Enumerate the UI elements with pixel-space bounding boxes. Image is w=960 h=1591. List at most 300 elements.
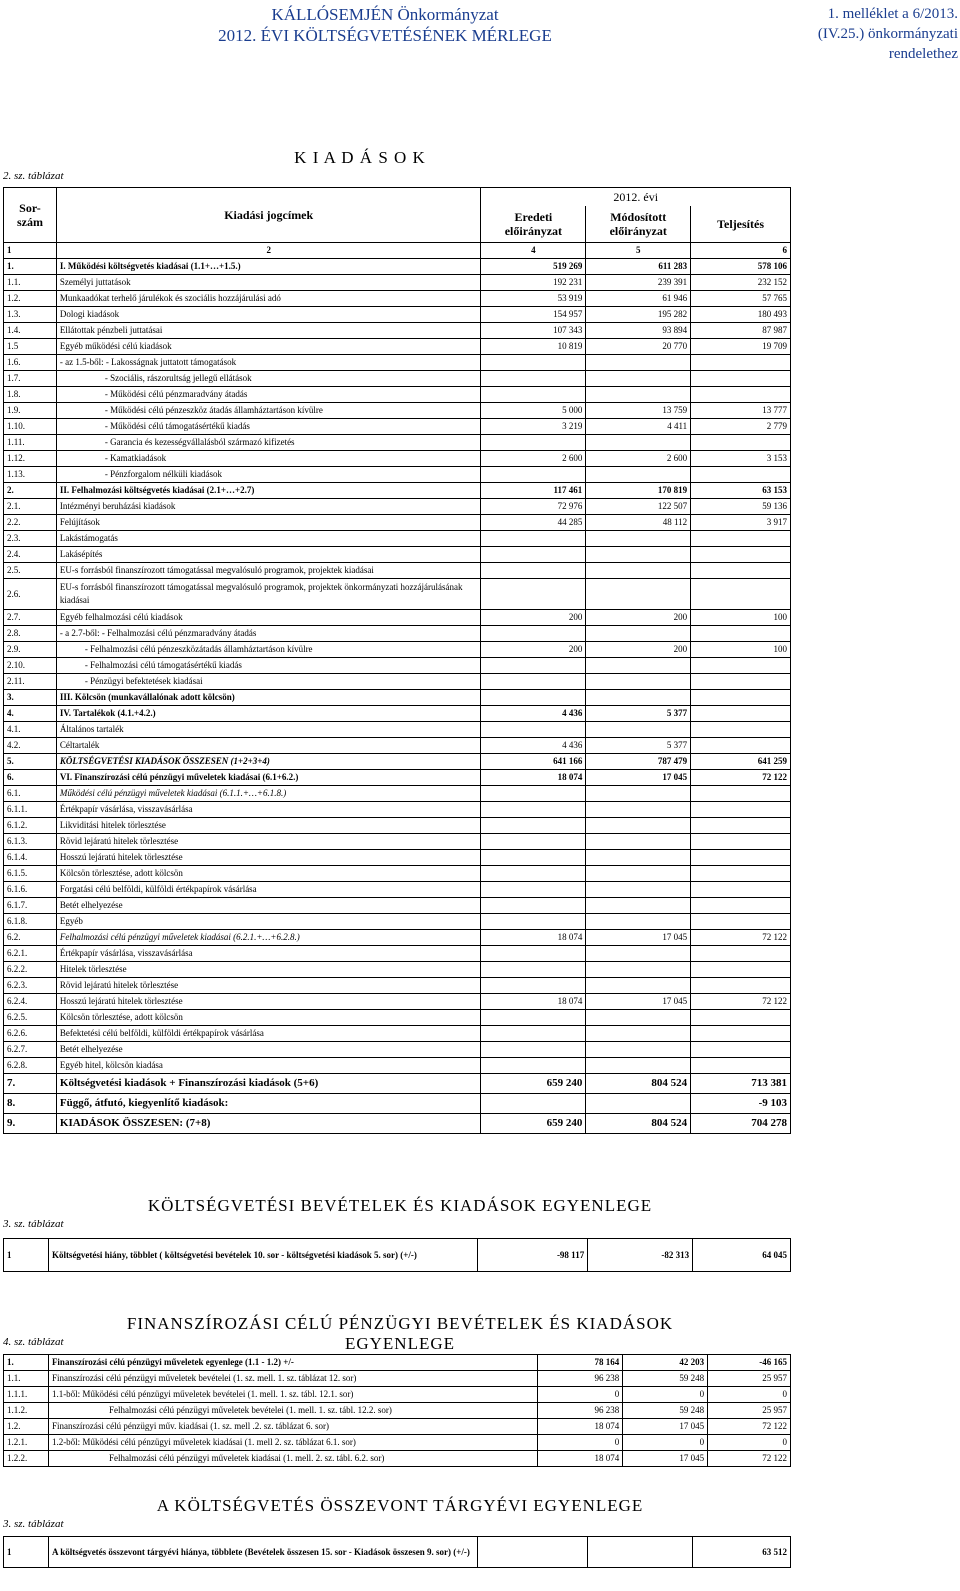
value-teljesites xyxy=(691,706,791,722)
annex-line-2: (IV.25.) önkormányzati xyxy=(817,26,958,42)
row-name: Egyéb működési célú kiadások xyxy=(56,339,481,355)
section-title-balance-1: KÖLTSÉGVETÉSI BEVÉTELEK ÉS KIADÁSOK EGYENLEGE xyxy=(147,1196,653,1215)
row-name: Forgatási célú belföldi, külföldi értékpapírok vásárlása xyxy=(56,882,481,898)
row-name: - Működési célú pénzeszköz átadás államháztartáson kívülre xyxy=(56,403,481,419)
row-name: III. Kölcsön (munkavállalónak adott kölcsön) xyxy=(56,690,481,706)
value-modositott: 17 045 xyxy=(586,994,691,1010)
value-eredeti: 659 240 xyxy=(481,1074,586,1094)
value-teljesites: 72 122 xyxy=(708,1419,791,1435)
row-name: Hosszú lejáratú hitelek törlesztése xyxy=(56,994,481,1010)
col-number: 2 xyxy=(56,243,481,259)
value-modositott xyxy=(586,690,691,706)
value-teljesites: -9 103 xyxy=(691,1094,791,1114)
row-number: 1.12. xyxy=(4,451,57,467)
value-eredeti: -98 117 xyxy=(478,1239,588,1272)
value-teljesites: 3 153 xyxy=(691,451,791,467)
value-eredeti: 3 219 xyxy=(481,419,586,435)
row-name: KÖLTSÉGVETÉSI KIADÁSOK ÖSSZESEN (1+2+3+4) xyxy=(56,754,481,770)
value-modositott: 122 507 xyxy=(586,499,691,515)
row-name: Egyéb felhalmozási célú kiadások xyxy=(56,610,481,626)
value-teljesites xyxy=(691,722,791,738)
value-teljesites xyxy=(691,1026,791,1042)
value-eredeti: 117 461 xyxy=(481,483,586,499)
table-row xyxy=(4,994,791,1010)
value-teljesites xyxy=(691,547,791,563)
row-number: 1.3. xyxy=(4,307,57,323)
value-eredeti xyxy=(481,802,586,818)
row-name: VI. Finanszírozási célú pénzügyi műveletek kiadásai (6.1+6.2.) xyxy=(56,770,481,786)
row-number: 1.5 xyxy=(4,339,57,355)
value-modositott: 59 248 xyxy=(623,1371,708,1387)
table-label-3: 3. sz. táblázat xyxy=(3,1218,64,1230)
value-modositott xyxy=(586,850,691,866)
value-eredeti: 78 164 xyxy=(538,1355,623,1371)
row-name: Függő, átfutó, kiegyenlítő kiadások: xyxy=(56,1094,481,1114)
row-name: Finanszírozási célú pénzügyi műv. kiadásai (1. sz. mell .2. sz. táblázat 6. sor) xyxy=(48,1419,538,1435)
value-modositott xyxy=(586,467,691,483)
table-row xyxy=(4,658,791,674)
consolidated-balance-table xyxy=(3,1536,791,1568)
row-number: 9. xyxy=(4,1114,57,1134)
table-row xyxy=(4,626,791,642)
value-modositott xyxy=(586,818,691,834)
table-row xyxy=(4,1058,791,1074)
row-number: 6.1.4. xyxy=(4,850,57,866)
row-number: 2. xyxy=(4,483,57,499)
table-row xyxy=(4,930,791,946)
value-teljesites xyxy=(691,818,791,834)
row-number: 6.1.1. xyxy=(4,802,57,818)
value-eredeti xyxy=(481,658,586,674)
row-name: Ellátottak pénzbeli juttatásai xyxy=(56,323,481,339)
value-modositott xyxy=(586,658,691,674)
table-row xyxy=(4,531,791,547)
row-name: - Működési célú támogatásértékű kiadás xyxy=(56,419,481,435)
value-modositott: 42 203 xyxy=(623,1355,708,1371)
value-teljesites xyxy=(691,1010,791,1026)
value-eredeti: 107 343 xyxy=(481,323,586,339)
table-row xyxy=(4,483,791,499)
value-modositott: 804 524 xyxy=(586,1074,691,1094)
table-row xyxy=(4,371,791,387)
value-eredeti xyxy=(481,435,586,451)
value-modositott: 13 759 xyxy=(586,403,691,419)
value-teljesites xyxy=(691,946,791,962)
value-eredeti xyxy=(481,946,586,962)
row-number: 8. xyxy=(4,1094,57,1114)
row-number: 6.1.7. xyxy=(4,898,57,914)
value-teljesites xyxy=(691,626,791,642)
table-row xyxy=(4,786,791,802)
value-eredeti: 96 238 xyxy=(538,1403,623,1419)
value-teljesites xyxy=(691,738,791,754)
value-eredeti xyxy=(481,1094,586,1114)
value-eredeti xyxy=(481,818,586,834)
row-name: Finanszírozási célú pénzügyi műveletek egyenlege (1.1 - 1.2) +/- xyxy=(48,1355,538,1371)
value-modositott xyxy=(586,1026,691,1042)
value-eredeti xyxy=(478,1537,588,1568)
table-row xyxy=(4,690,791,706)
value-teljesites xyxy=(691,898,791,914)
value-modositott xyxy=(586,1058,691,1074)
col-number: 1 xyxy=(4,243,57,259)
row-number: 2.2. xyxy=(4,515,57,531)
financing-balance-table xyxy=(3,1354,791,1467)
row-number: 2.7. xyxy=(4,610,57,626)
table-row xyxy=(4,1239,791,1272)
row-name: Hosszú lejáratú hitelek törlesztése xyxy=(56,850,481,866)
title-line-1: KÁLLÓSEMJÉN Önkormányzat xyxy=(271,5,499,24)
value-eredeti: 44 285 xyxy=(481,515,586,531)
value-teljesites xyxy=(691,1042,791,1058)
table-row xyxy=(4,515,791,531)
row-name: - Működési célú pénzmaradvány átadás xyxy=(56,387,481,403)
row-number: 1.1.2. xyxy=(4,1403,49,1419)
row-number: 2.3. xyxy=(4,531,57,547)
table-row xyxy=(4,1094,791,1114)
annex-line-3: rendelethez xyxy=(888,46,958,62)
value-teljesites: 3 917 xyxy=(691,515,791,531)
value-modositott xyxy=(586,355,691,371)
row-name: Rövid lejáratú hitelek törlesztése xyxy=(56,834,481,850)
row-number: 2.11. xyxy=(4,674,57,690)
row-name: Befektetési célú belföldi, külföldi értékpapírok vásárlása xyxy=(56,1026,481,1042)
value-modositott xyxy=(586,1094,691,1114)
row-name: Munkaadókat terhelő járulékok és szociális hozzájárulási adó xyxy=(56,291,481,307)
row-number: 1.1. xyxy=(4,1371,49,1387)
table-row xyxy=(4,642,791,658)
value-eredeti xyxy=(481,882,586,898)
value-eredeti xyxy=(481,1058,586,1074)
value-teljesites xyxy=(691,866,791,882)
value-eredeti: 96 238 xyxy=(538,1371,623,1387)
row-name: - az 1.5-ből: - Lakosságnak juttatott támogatások xyxy=(56,355,481,371)
row-name: Lakásépítés xyxy=(56,547,481,563)
value-eredeti: 519 269 xyxy=(481,259,586,275)
value-teljesites: 704 278 xyxy=(691,1114,791,1134)
row-name: Egyéb hitel, kölcsön kiadása xyxy=(56,1058,481,1074)
row-number: 6.2.7. xyxy=(4,1042,57,1058)
row-number: 1.2.2. xyxy=(4,1451,49,1467)
value-modositott: 93 894 xyxy=(586,323,691,339)
table-row xyxy=(4,1419,791,1435)
value-teljesites: 100 xyxy=(691,642,791,658)
value-modositott xyxy=(586,435,691,451)
value-eredeti xyxy=(481,674,586,690)
row-number: 1.8. xyxy=(4,387,57,403)
value-eredeti xyxy=(481,531,586,547)
row-name: Felhalmozási célú pénzügyi műveletek kiadásai (1. mell. 2. sz. tábl. 6.2. sor) xyxy=(48,1451,538,1467)
value-eredeti: 4 436 xyxy=(481,706,586,722)
table-row xyxy=(4,1010,791,1026)
row-name: Egyéb xyxy=(56,914,481,930)
title-line-2: 2012. ÉVI KÖLTSÉGVETÉSÉNEK MÉRLEGE xyxy=(218,26,552,45)
row-number: 1.6. xyxy=(4,355,57,371)
row-number: 4.1. xyxy=(4,722,57,738)
value-modositott xyxy=(586,962,691,978)
row-name: Felhalmozási célú pénzügyi műveletek kiadásai (6.2.1.+…+6.2.8.) xyxy=(56,930,481,946)
row-number: 6.2.3. xyxy=(4,978,57,994)
row-number: 1.13. xyxy=(4,467,57,483)
value-teljesites xyxy=(691,435,791,451)
row-number: 7. xyxy=(4,1074,57,1094)
value-eredeti: 72 976 xyxy=(481,499,586,515)
table-row xyxy=(4,307,791,323)
value-teljesites: 713 381 xyxy=(691,1074,791,1094)
row-number: 2.10. xyxy=(4,658,57,674)
row-number: 6.2.2. xyxy=(4,962,57,978)
value-modositott: 17 045 xyxy=(623,1451,708,1467)
value-eredeti xyxy=(481,626,586,642)
value-modositott xyxy=(586,1010,691,1026)
value-modositott: 5 377 xyxy=(586,738,691,754)
row-name: Betét elhelyezése xyxy=(56,898,481,914)
value-teljesites xyxy=(691,467,791,483)
row-number: 6. xyxy=(4,770,57,786)
value-modositott xyxy=(586,866,691,882)
value-eredeti: 18 074 xyxy=(481,994,586,1010)
value-modositott xyxy=(586,563,691,579)
section-title-balance-3: A KÖLTSÉGVETÉS ÖSSZEVONT TÁRGYÉVI EGYENLEGE xyxy=(156,1496,644,1515)
value-eredeti xyxy=(481,563,586,579)
value-eredeti xyxy=(481,547,586,563)
table-row xyxy=(4,946,791,962)
value-eredeti: 641 166 xyxy=(481,754,586,770)
row-name: - a 2.7-ből: - Felhalmozási célú pénzmaradvány átadás xyxy=(56,626,481,642)
row-name: 1.2-ből: Működési célú pénzügyi műveletek kiadásai (1. mell 2. sz. táblázat 6.1. sor) xyxy=(48,1435,538,1451)
table-row xyxy=(4,1074,791,1094)
value-modositott xyxy=(586,1042,691,1058)
value-teljesites: 59 136 xyxy=(691,499,791,515)
col-header-year: 2012. évi xyxy=(481,188,791,207)
row-name: EU-s forrásból finanszírozott támogatással megvalósuló programok, projektek önkormányzati hozzájárulásának kiadásai xyxy=(56,579,481,610)
value-eredeti: 0 xyxy=(538,1387,623,1403)
value-eredeti xyxy=(481,355,586,371)
value-modositott: 611 283 xyxy=(586,259,691,275)
table-row xyxy=(4,419,791,435)
col-number: 6 xyxy=(691,243,791,259)
value-modositott: 4 411 xyxy=(586,419,691,435)
value-teljesites xyxy=(691,674,791,690)
value-eredeti xyxy=(481,579,586,610)
value-eredeti: 53 919 xyxy=(481,291,586,307)
table-row xyxy=(4,547,791,563)
value-modositott xyxy=(586,579,691,610)
table-row xyxy=(4,978,791,994)
table-row xyxy=(4,579,791,610)
value-modositott: 195 282 xyxy=(586,307,691,323)
value-teljesites xyxy=(691,690,791,706)
row-name: - Felhalmozási célú pénzeszközátadás államháztartáson kívülre xyxy=(56,642,481,658)
table-row xyxy=(4,435,791,451)
row-number: 6.2.8. xyxy=(4,1058,57,1074)
row-name: Felújítások xyxy=(56,515,481,531)
value-teljesites xyxy=(691,834,791,850)
table-row xyxy=(4,355,791,371)
table-row xyxy=(4,1403,791,1419)
table-row xyxy=(4,866,791,882)
row-number: 1.2. xyxy=(4,291,57,307)
value-eredeti: 200 xyxy=(481,610,586,626)
table-label-3b: 3. sz. táblázat xyxy=(3,1518,64,1530)
value-eredeti xyxy=(481,978,586,994)
row-number: 2.6. xyxy=(4,579,57,610)
value-eredeti xyxy=(481,962,586,978)
value-eredeti xyxy=(481,866,586,882)
table-row xyxy=(4,499,791,515)
row-number: 6.2. xyxy=(4,930,57,946)
row-number: 1.10. xyxy=(4,419,57,435)
row-number: 1.2.1. xyxy=(4,1435,49,1451)
value-eredeti: 154 957 xyxy=(481,307,586,323)
value-modositott: 20 770 xyxy=(586,339,691,355)
value-eredeti xyxy=(481,850,586,866)
value-teljesites: 72 122 xyxy=(691,930,791,946)
row-number: 1 xyxy=(4,1239,49,1272)
row-number: 4.2. xyxy=(4,738,57,754)
value-teljesites: 13 777 xyxy=(691,403,791,419)
table-row xyxy=(4,802,791,818)
value-eredeti: 10 819 xyxy=(481,339,586,355)
row-name: Kölcsön törlesztése, adott kölcsön xyxy=(56,1010,481,1026)
row-name: - Pénzügyi befektetések kiadásai xyxy=(56,674,481,690)
value-teljesites: 2 779 xyxy=(691,419,791,435)
row-name: Dologi kiadások xyxy=(56,307,481,323)
row-name: - Felhalmozási célú támogatásértékű kiadás xyxy=(56,658,481,674)
value-modositott xyxy=(586,898,691,914)
table-row xyxy=(4,850,791,866)
value-teljesites xyxy=(691,355,791,371)
value-modositott xyxy=(586,547,691,563)
column-number-row xyxy=(4,243,791,259)
annex-reference xyxy=(760,4,958,64)
table-row xyxy=(4,1026,791,1042)
table-row xyxy=(4,706,791,722)
value-eredeti xyxy=(481,1026,586,1042)
value-eredeti xyxy=(481,467,586,483)
value-modositott: 787 479 xyxy=(586,754,691,770)
annex-line-1: 1. melléklet a 6/2013. xyxy=(827,6,958,22)
row-number: 1. xyxy=(4,1355,49,1371)
value-modositott: 2 600 xyxy=(586,451,691,467)
row-name: Költségvetési kiadások + Finanszírozási kiadások (5+6) xyxy=(56,1074,481,1094)
table-row xyxy=(4,1042,791,1058)
row-number: 6.2.6. xyxy=(4,1026,57,1042)
table-row xyxy=(4,387,791,403)
value-modositott xyxy=(586,722,691,738)
value-teljesites xyxy=(691,371,791,387)
value-teljesites xyxy=(691,387,791,403)
row-number: 1.9. xyxy=(4,403,57,419)
row-number: 6.2.4. xyxy=(4,994,57,1010)
value-eredeti xyxy=(481,1042,586,1058)
row-name: EU-s forrásból finanszírozott támogatással megvalósuló programok, projektek kiadásai xyxy=(56,563,481,579)
value-teljesites xyxy=(691,914,791,930)
row-number: 6.1. xyxy=(4,786,57,802)
value-teljesites: -46 165 xyxy=(708,1355,791,1371)
row-name: Költségvetési hiány, többlet ( költségvetési bevételek 10. sor - költségvetési kiadások 5. sor) (+/-) xyxy=(48,1239,477,1272)
value-teljesites xyxy=(691,531,791,547)
table-row xyxy=(4,291,791,307)
value-modositott xyxy=(586,882,691,898)
row-name: - Pénzforgalom nélküli kiadások xyxy=(56,467,481,483)
row-name: - Kamatkiadások xyxy=(56,451,481,467)
value-teljesites: 57 765 xyxy=(691,291,791,307)
value-eredeti: 659 240 xyxy=(481,1114,586,1134)
value-teljesites xyxy=(691,882,791,898)
col-header-jogcim: Kiadási jogcímek xyxy=(56,188,481,243)
value-teljesites xyxy=(691,850,791,866)
value-teljesites: 72 122 xyxy=(691,994,791,1010)
table-row xyxy=(4,259,791,275)
value-eredeti: 192 231 xyxy=(481,275,586,291)
row-number: 2.5. xyxy=(4,563,57,579)
value-teljesites xyxy=(691,1058,791,1074)
value-eredeti xyxy=(481,786,586,802)
value-teljesites xyxy=(691,658,791,674)
value-eredeti: 18 074 xyxy=(481,770,586,786)
row-name: Általános tartalék xyxy=(56,722,481,738)
row-number: 6.1.5. xyxy=(4,866,57,882)
value-teljesites: 180 493 xyxy=(691,307,791,323)
col-number: 5 xyxy=(586,243,691,259)
row-number: 5. xyxy=(4,754,57,770)
value-teljesites: 0 xyxy=(708,1387,791,1403)
row-number: 6.1.2. xyxy=(4,818,57,834)
table-row xyxy=(4,770,791,786)
row-name: Felhalmozási célú pénzügyi műveletek bevételei (1. mell. 1. sz. tábl. 12.2. sor) xyxy=(48,1403,538,1419)
value-modositott: 17 045 xyxy=(586,930,691,946)
table-row xyxy=(4,834,791,850)
value-modositott: 239 391 xyxy=(586,275,691,291)
value-eredeti xyxy=(481,722,586,738)
value-teljesites: 25 957 xyxy=(708,1403,791,1419)
row-number: 2.8. xyxy=(4,626,57,642)
table-row xyxy=(4,563,791,579)
value-modositott xyxy=(586,978,691,994)
value-eredeti xyxy=(481,898,586,914)
section-title-balance-2: FINANSZÍROZÁSI CÉLÚ PÉNZÜGYI BEVÉTELEK ÉS KIADÁSOK EGYENLEGE xyxy=(126,1314,674,1353)
row-name: I. Működési költségvetés kiadásai (1.1+…+1.5.) xyxy=(56,259,481,275)
value-teljesites: 232 152 xyxy=(691,275,791,291)
table-row xyxy=(4,275,791,291)
row-name: Céltartalék xyxy=(56,738,481,754)
row-number: 1.11. xyxy=(4,435,57,451)
row-name: IV. Tartalékok (4.1.+4.2.) xyxy=(56,706,481,722)
value-modositott xyxy=(586,802,691,818)
table-row xyxy=(4,1451,791,1467)
value-modositott xyxy=(586,946,691,962)
row-name: II. Felhalmozási költségvetés kiadásai (2.1+…+2.7) xyxy=(56,483,481,499)
row-number: 1.2. xyxy=(4,1419,49,1435)
value-teljesites: 87 987 xyxy=(691,323,791,339)
row-number: 2.4. xyxy=(4,547,57,563)
expenditure-table xyxy=(3,187,791,1134)
budget-balance-table xyxy=(3,1238,791,1272)
value-eredeti xyxy=(481,834,586,850)
document-title xyxy=(160,4,610,46)
row-name: Értékpapír vásárlása, visszavásárlása xyxy=(56,946,481,962)
value-modositott: 5 377 xyxy=(586,706,691,722)
row-name: Intézményi beruházási kiadások xyxy=(56,499,481,515)
table-row xyxy=(4,674,791,690)
table-row xyxy=(4,610,791,626)
table-row xyxy=(4,1371,791,1387)
value-teljesites: 641 259 xyxy=(691,754,791,770)
row-number: 1 xyxy=(4,1537,49,1568)
value-eredeti xyxy=(481,387,586,403)
value-modositott xyxy=(586,834,691,850)
